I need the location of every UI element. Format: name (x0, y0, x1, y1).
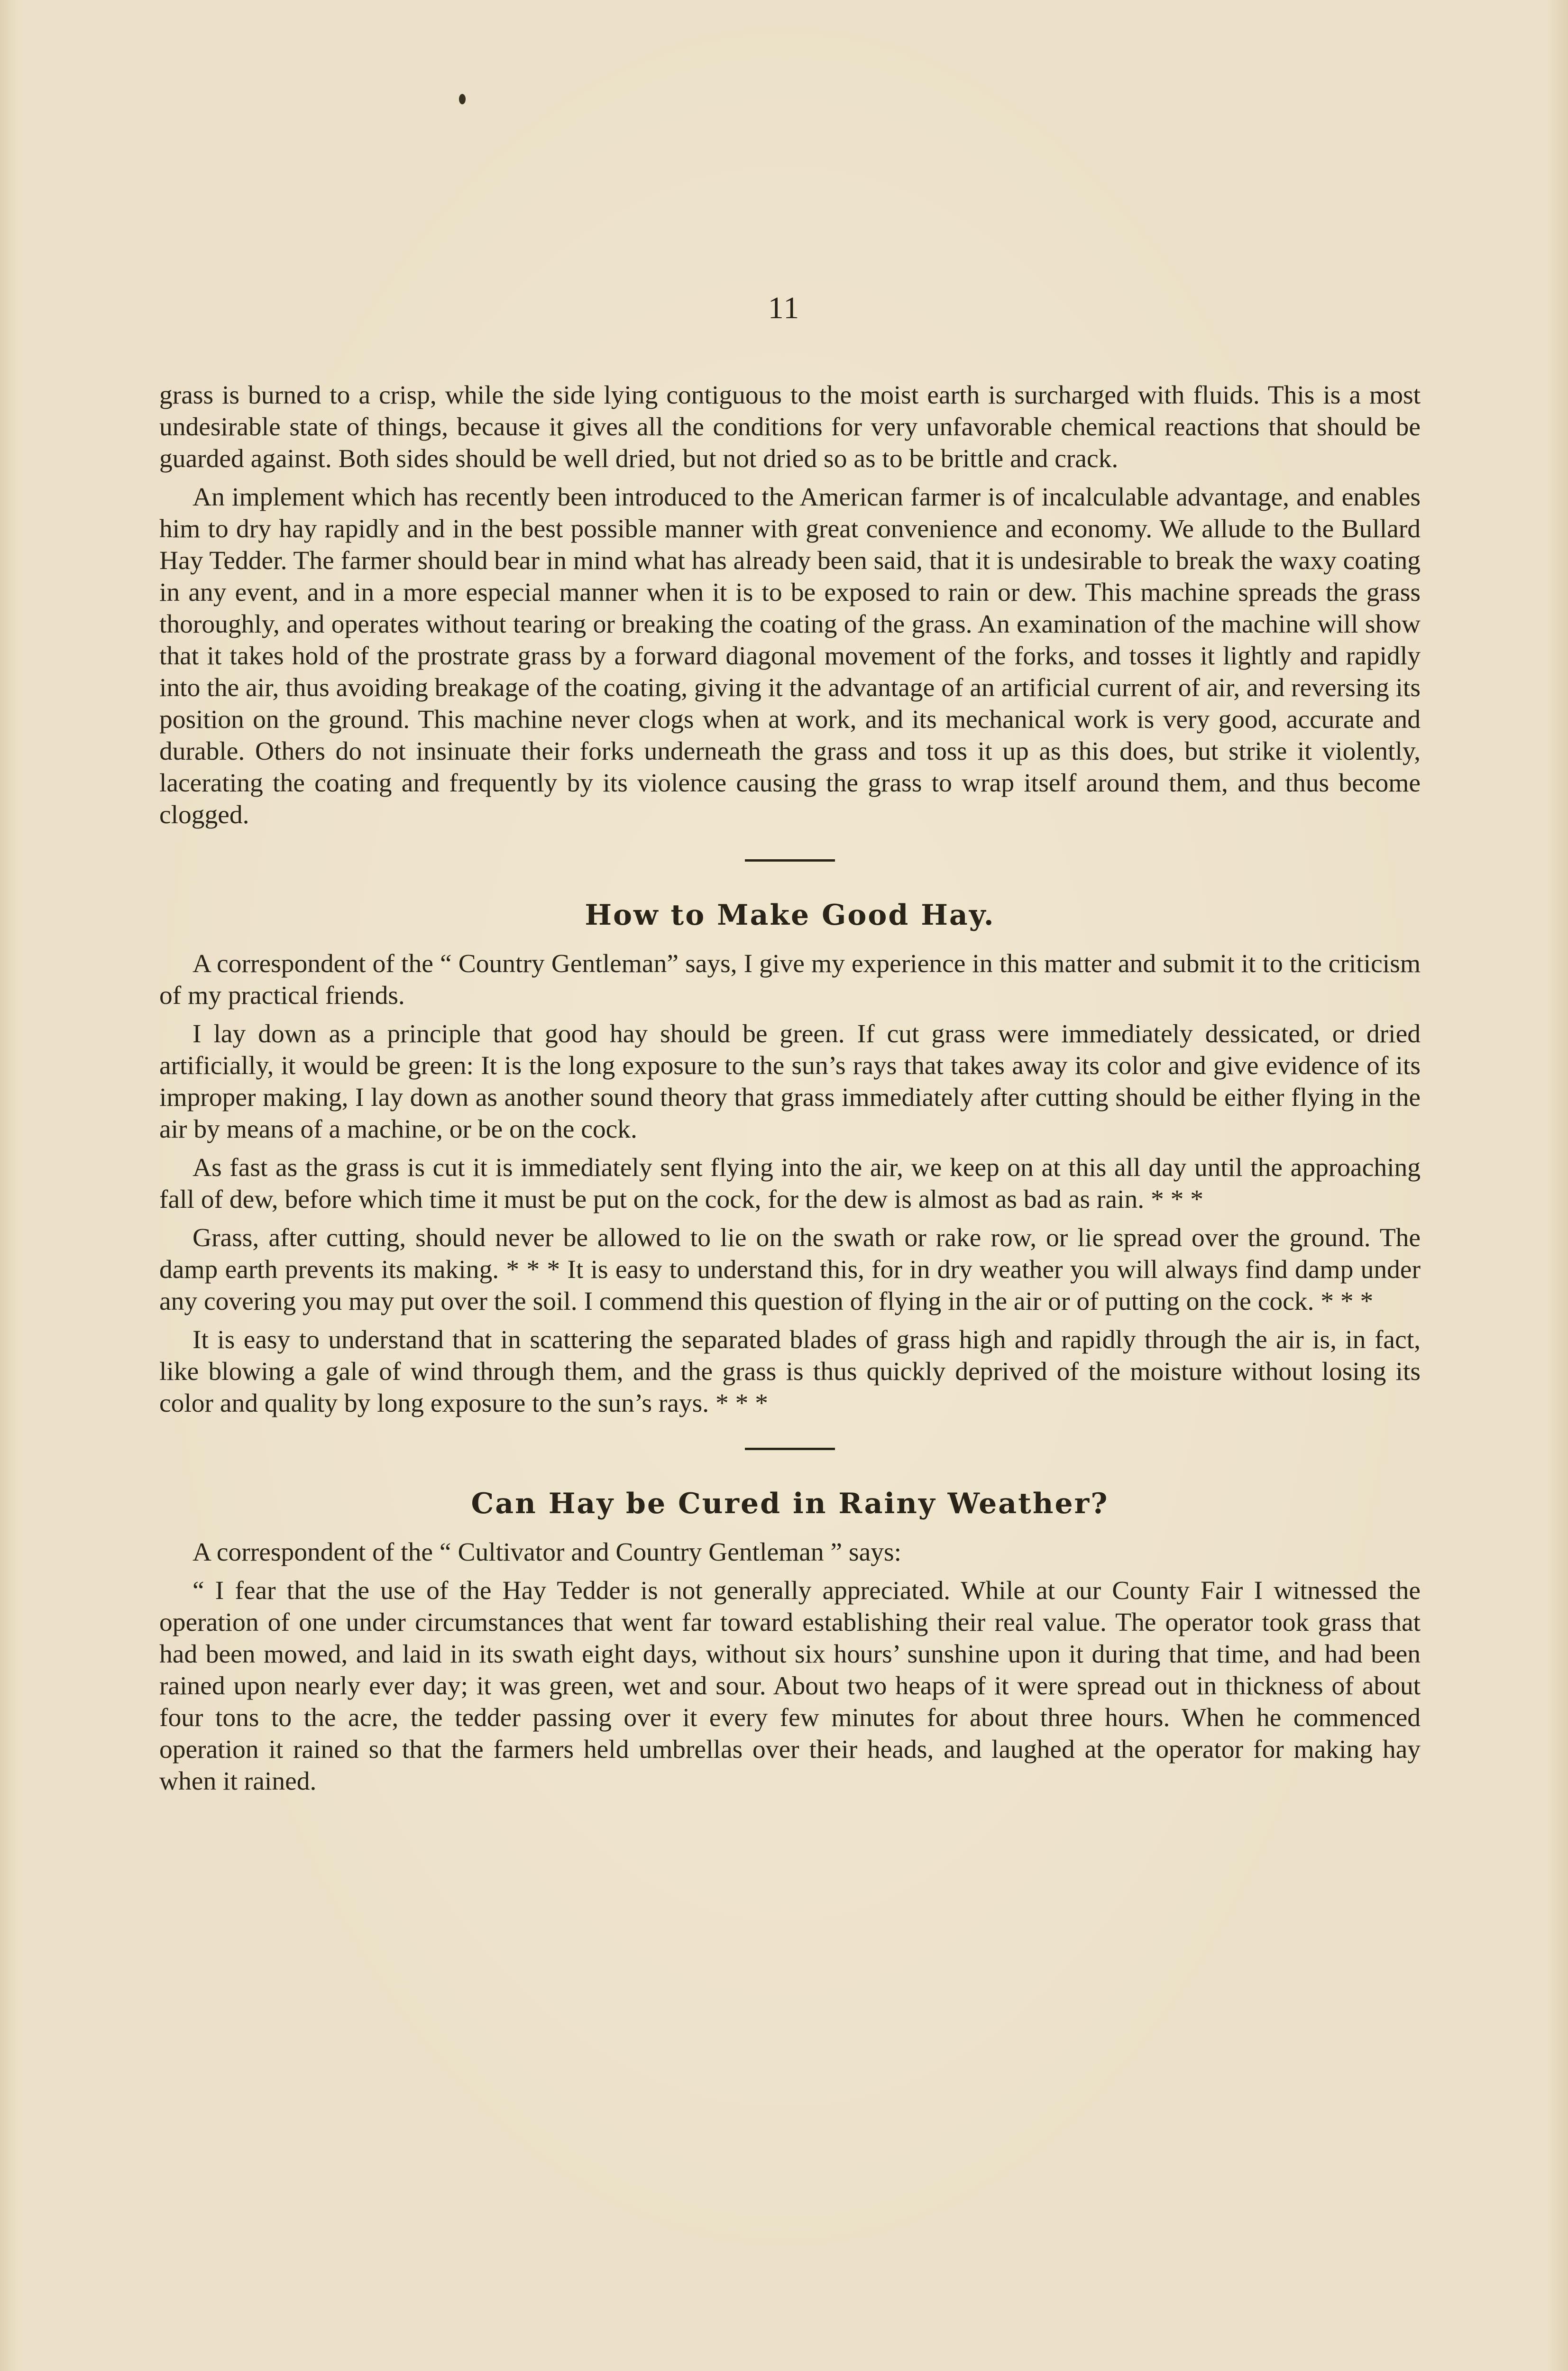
section-heading: Can Hay be Cured in Rainy Weather? (471, 1487, 1109, 1520)
paragraph: I lay down as a principle that good hay should be green. If cut grass were immediately dessicated, or dried artificially, it would be green: It is the long exposure to the sun’s rays that takes away its color and give evidence of its improper making, I lay down as another sound theory that grass immediately after cutting should be either flying in the air by means of a machine, or be on the cock. (159, 1020, 1421, 1144)
ink-speck (459, 94, 466, 104)
paragraph: An implement which has recently been introduced to the American farmer is of incalculable advantage, and enables him to dry hay rapidly and in the best possible manner with great convenience and economy. We allude to the Bullard Hay Tedder. The farmer should bear in mind what has already been said, that it is undesirable to break the waxy coating in any event, and in a more especial manner when it is to be exposed to rain or dew. This machine spreads the grass thoroughly, and operates without tearing or breaking the coating of the grass. An examination of the machine will show that it takes hold of the prostrate grass by a forward diagonal movement of the forks, and tosses it lightly and rapidly into the air, thus avoiding breakage of the coating, giving it the advantage of an artificial current of air, and reversing its position on the ground. This machine never clogs when at work, and its mechanical work is very good, accurate and durable. Others do not insinuate their forks underneath the grass and toss it up as this does, but strike it violently, lacerating the coating and frequently by its violence causing the grass to wrap itself around them, and thus become clogged. (159, 483, 1421, 829)
page-body (159, 379, 1421, 1804)
paragraph: A correspondent of the “ Country Gentleman” says, I give my experience in this matter and submit it to the criticism of my practical friends. (159, 949, 1421, 1010)
paragraph: “ I fear that the use of the Hay Tedder is not generally appreciated. While at our County Fair I witnessed the operation of one under circumstances that went far toward establishing their real value. The operator took grass that had been mowed, and laid in its swath eight days, without six hours’ sunshine upon it during that time, and had been rained upon nearly ever day; it was green, wet and sour. About two heaps of it were spread out in thickness of about four tons to the acre, the tedder passing over it every few minutes for about three hours. When he commenced operation it rained so that the farmers held umbrellas over their heads, and laughed at the operator for making hay when it rained. (159, 1576, 1421, 1796)
paragraph: A correspondent of the “ Cultivator and Country Gentleman ” says: (193, 1538, 902, 1567)
section-intro (159, 379, 1421, 831)
paragraph: It is easy to understand that in scattering the separated blades of grass high and rapidly through the air is, in fact, like blowing a gale of wind through them, and the grass is thus quickly deprived of the moisture without losing its color and quality by long exposure to the sun’s rays. * * * (159, 1325, 1421, 1418)
section-heading: How to Make Good Hay. (585, 899, 995, 932)
paragraph: grass is burned to a crisp, while the side lying contiguous to the moist earth is surcharged with fluids. This is a most undesirable state of things, because it gives all the conditions for very unfavorable chemical reactions that should be guarded against. Both sides should be well dried, but not dried so as to be brittle and crack. (159, 381, 1421, 473)
section-rainy-weather (159, 1487, 1421, 1797)
section-divider (745, 859, 835, 862)
section-divider (745, 1448, 835, 1450)
section-good-hay (159, 899, 1421, 1419)
paragraph: Grass, after cutting, should never be allowed to lie on the swath or rake row, or lie spread over the ground. The damp earth prevents its making. * * * It is easy to understand this, for in dry weather you will always find damp under any covering you may put over the soil. I commend this question of flying in the air or of putting on the cock. * * * (159, 1223, 1421, 1316)
page-number: 11 (768, 291, 800, 325)
paragraph: As fast as the grass is cut it is immediately sent flying into the air, we keep on at this all day until the approaching fall of dew, before which time it must be put on the cock, for the dew is almost as bad as rain. * * * (159, 1153, 1421, 1214)
